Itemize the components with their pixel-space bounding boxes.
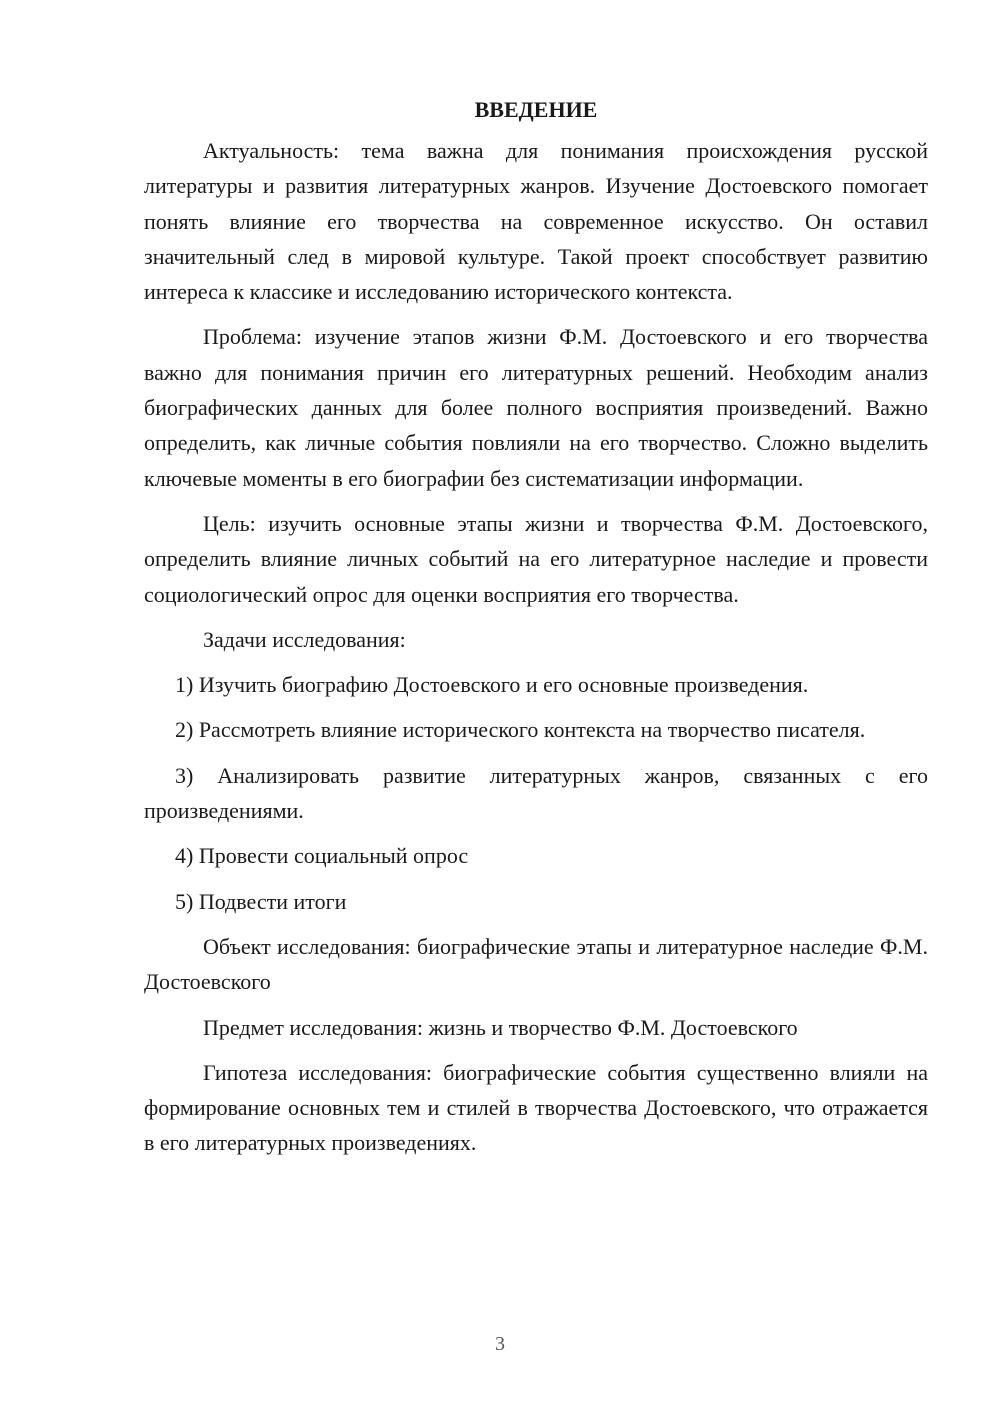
tasks-list <box>144 667 928 919</box>
document-page <box>144 92 928 1171</box>
goal-paragraph: Цель: изучить основные этапы жизни и творчества Ф.М. Достоевского, определить влияние личных событий на его литературное наследие и провести социологический опрос для оценки восприятия его творчества. <box>144 510 928 607</box>
section-title: ВВЕДЕНИЕ <box>474 97 598 122</box>
problem-paragraph: Проблема: изучение этапов жизни Ф.М. Достоевского и его творчества важно для понимания причин его литературных решений. Необходим анализ биографических данных для более полного восприятия произведений. Важно определить, как личные события повлияли на его творчество. Сложно выделить ключевые моменты в его биографии без систематизации информации. <box>144 324 928 491</box>
task-item-4: 4) Провести социальный опрос <box>175 843 469 869</box>
research-object-paragraph: Объект исследования: биографические этапы и литературное наследие Ф.М. Достоевского <box>144 933 928 995</box>
task-item-5: 5) Подвести итоги <box>175 888 347 914</box>
task-item-3: 3) Анализировать развитие литературных жанров, связанных с его произведениями. <box>144 762 928 824</box>
task-item-2: 2) Рассмотреть влияние исторического контекста на творчество писателя. <box>175 717 866 743</box>
relevance-paragraph: Актуальность: тема важна для понимания происхождения русской литературы и развития литературных жанров. Изучение Достоевского помогает понять влияние его творчества на современное искусство. Он оставил значительный след в мировой культуре. Такой проект способствует развитию интереса к классике и исследованию исторического контекста. <box>144 138 928 305</box>
tasks-heading: Задачи исследования: <box>203 626 406 652</box>
hypothesis-paragraph: Гипотеза исследования: биографические события существенно влияли на формирование основных тем и стилей в творчества Достоевского, что отражается в его литературных произведениях. <box>144 1059 928 1156</box>
task-item-1: 1) Изучить биографию Достоевского и его основные произведения. <box>175 672 809 698</box>
research-subject-paragraph: Предмет исследования: жизнь и творчество Ф.М. Достоевского <box>203 1014 798 1040</box>
page-number: 3 <box>495 1333 505 1355</box>
